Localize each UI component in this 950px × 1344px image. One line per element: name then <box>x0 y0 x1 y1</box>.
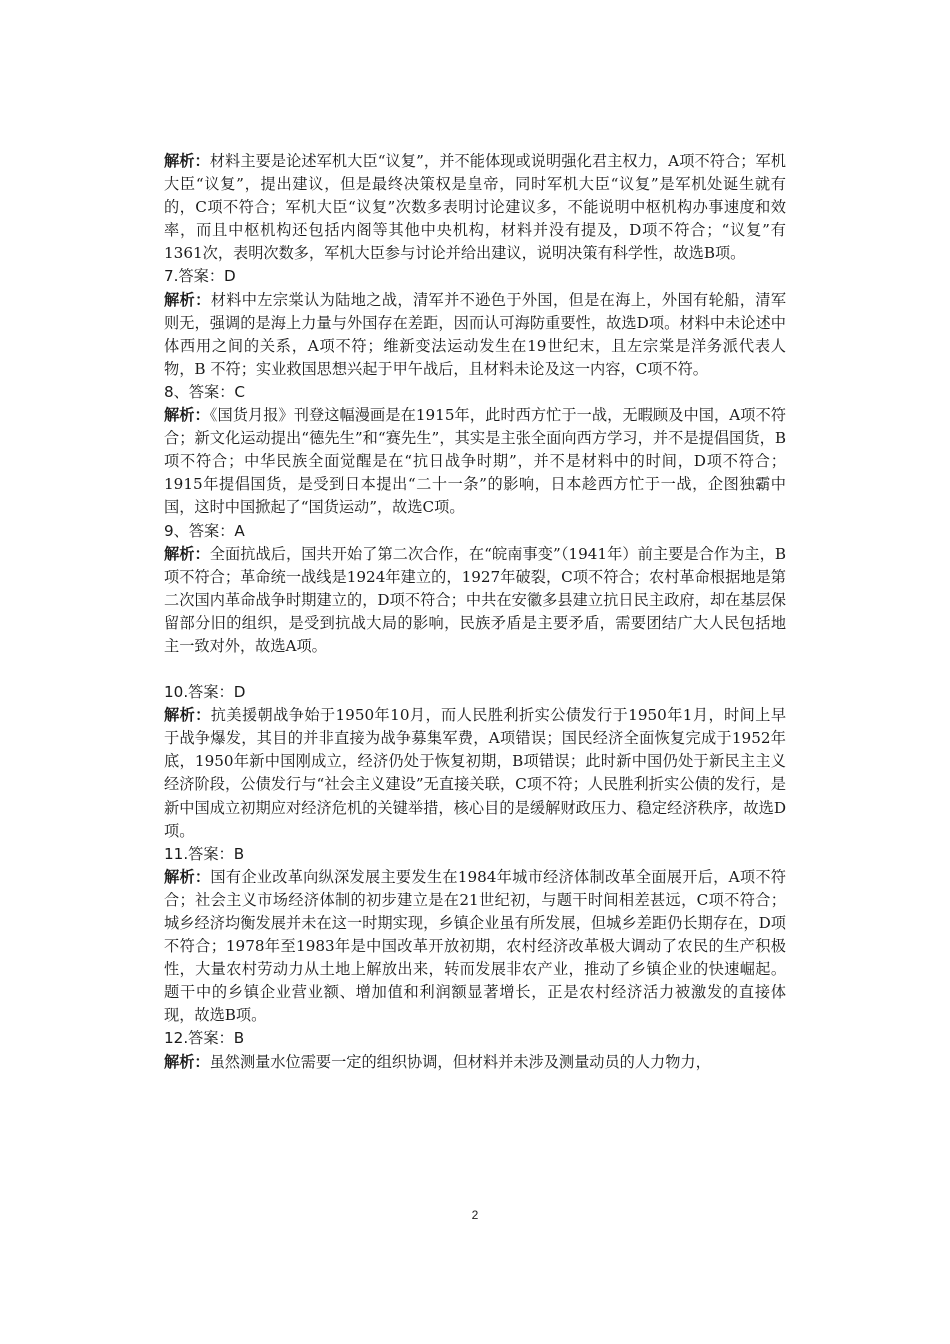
analysis-paragraph <box>164 543 786 658</box>
answer-line: 9、答案：A <box>164 521 245 540</box>
analysis-paragraph <box>164 404 786 519</box>
analysis-text: 《国货月报》刊登这幅漫画是在1915年，此时西方忙于一战，无暇顾及中国，A项不符合；新文化运动提出“德先生”和“赛先生”，其实是主张全面向西方学习，并不是提倡国货，B项不符合；中华民族全面觉醒是在“抗日战争时期”，并不是材料中的时间，D项不符合；1915年提倡国货，是受到日本提出“二十一条”的影响，日本趁西方忙于一战，企图独霸中国，这时中国掀起了“国货运动”，故选C项。 <box>164 406 786 517</box>
analysis-label: 解析： <box>164 706 211 725</box>
answer-line: 8、答案：C <box>164 382 246 401</box>
analysis-text: 全面抗战后，国共开始了第二次合作，在“皖南事变”（1941年）前主要是合作为主，B项不符合；革命统一战线是1924年建立的，1927年破裂，C项不符合；农村革命根据地是第二次国内革命战争时期建立的，D项不符合；中共在安徽多县建立抗日民主政府，却在基层保留部分旧的组织，是受到抗战大局的影响，民族矛盾是主要矛盾，需要团结广大人民包括地主一致对外，故选A项。 <box>164 544 787 655</box>
analysis-label: 解析： <box>164 290 211 309</box>
analysis-paragraph <box>164 1051 786 1074</box>
analysis-label: 解析： <box>164 1052 210 1071</box>
answer-line: 12.答案：B <box>164 1029 245 1048</box>
analysis-label: 解析： <box>164 152 210 170</box>
analysis-paragraph <box>164 866 786 1028</box>
answer-line: 11.答案：B <box>164 844 245 863</box>
analysis-text: 材料中左宗棠认为陆地之战，清军并不逊色于外国，但是在海上，外国有轮船，清军则无，强调的是海上力量与外国存在差距，因而认可海防重要性，故选D项。材料中未论述中体西用之间的关系，A项不符；维新变法运动发生在19世纪末，且左宗棠是洋务派代表人物，B 不符；实业救国思想兴起于甲午战后，且材料未论及这一内容，C项不符。 <box>164 290 787 378</box>
analysis-text: 抗美援朝战争始于1950年10月，而人民胜利折实公债发行于1950年1月，时间上早于战争爆发，其目的并非直接为战争募集军费，A项错误；国民经济全面恢复完成于1952年底，1950年新中国刚成立，经济仍处于恢复初期，B项错误；此时新中国仍处于新民主主义经济阶段，公债发行与“社会主义建设”无直接关联，C项不符；人民胜利折实公债的发行，是新中国成立初期应对经济危机的关键举措，核心目的是缓解财政压力、稳定经济秩序，故选D项。 <box>164 706 787 840</box>
analysis-paragraph <box>164 704 786 843</box>
analysis-text: 材料主要是论述军机大臣“议复”，并不能体现或说明强化君主权力，A项不符合；军机大臣“议复”，提出建议，但是最终决策权是皇帝，同时军机大臣“议复”是军机处诞生就有的，C项不符合；军机大臣“议复”次数多表明讨论建议多，不能说明中枢机构办事速度和效率，而且中枢机构还包括内阁等其他中央机构，材料并没有提及，D项不符合；“议复”有1361次，表明次数多，军机大臣参与讨论并给出建议，说明决策有科学性，故选B项。 <box>164 152 786 263</box>
analysis-label: 解析： <box>164 867 211 886</box>
analysis-text: 国有企业改革向纵深发展主要发生在1984年城市经济体制改革全面展开后，A项不符合；社会主义市场经济体制的初步建立是在21世纪初，与题干时间相差甚远，C项不符合；城乡经济均衡发展并未在这一时期实现，乡镇企业虽有所发展，但城乡差距仍长期存在，D项不符合；1978年至1983年是中国改革开放初期，农村经济改革极大调动了农民的生产积极性，大量农村劳动力从土地上解放出来，转而发展非农产业，推动了乡镇企业的快速崛起。题干中的乡镇企业营业额、增加值和利润额显著增长，正是农村经济活力被激发的直接体现，故选B项。 <box>164 867 786 1025</box>
analysis-label: 解析： <box>164 406 210 425</box>
analysis-text: 虽然测量水位需要一定的组织协调，但材料并未涉及测量动员的人力物力， <box>209 1052 711 1071</box>
answer-analysis-body <box>164 150 786 1074</box>
analysis-label: 解析： <box>164 544 210 563</box>
analysis-paragraph <box>164 150 786 265</box>
answer-line: 10.答案：D <box>164 683 246 702</box>
page-number: 2 <box>471 1208 479 1222</box>
answer-line: 7.答案：D <box>164 267 236 286</box>
analysis-paragraph <box>164 289 786 381</box>
blank-line <box>164 658 786 681</box>
